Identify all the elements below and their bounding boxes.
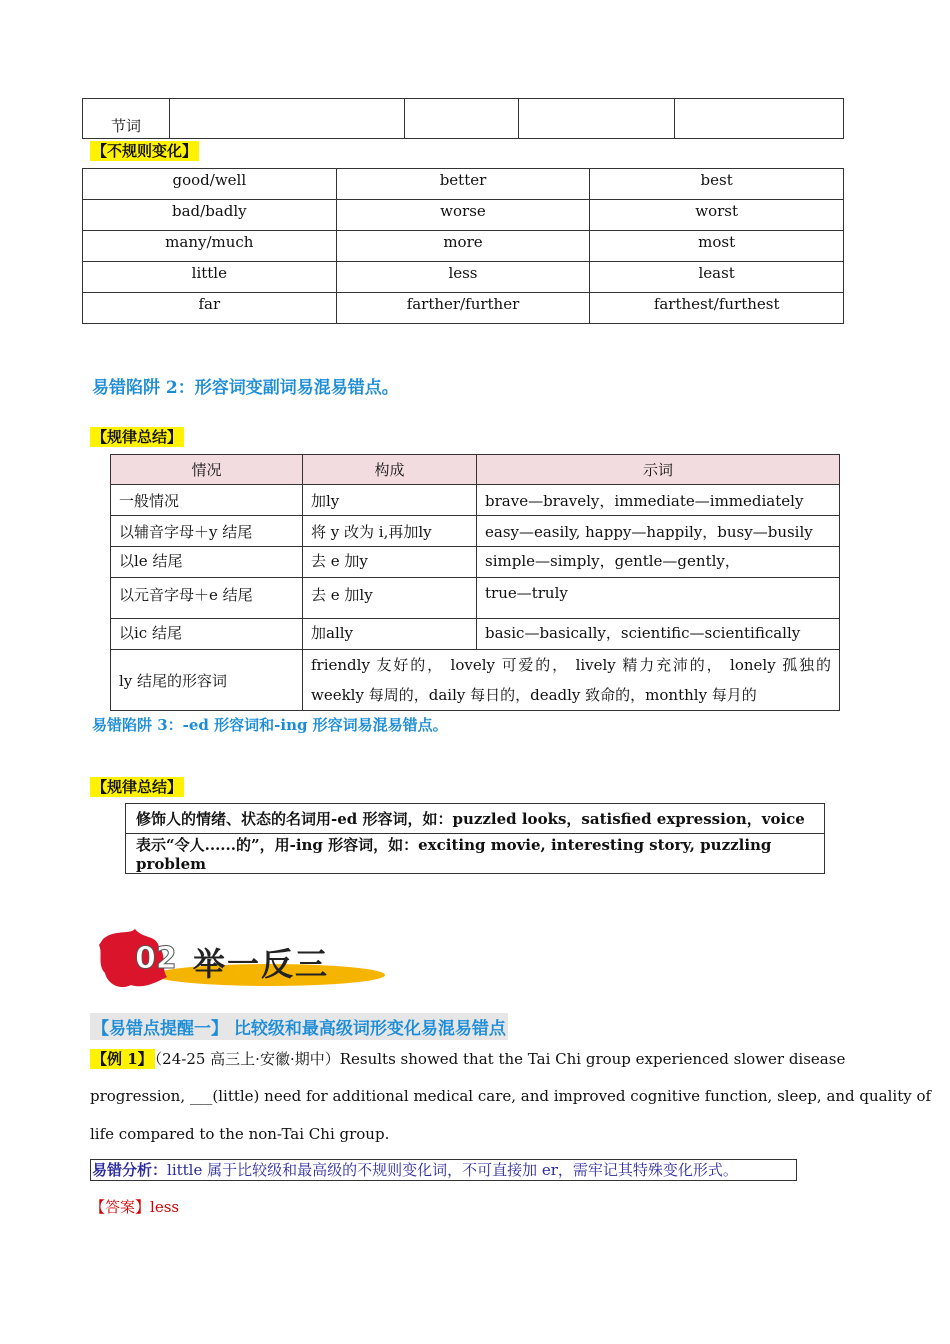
irregular-row	[83, 293, 844, 324]
top-table-cell	[170, 99, 405, 139]
ed-rule-row: 修饰人的情绪、状态的名词用-ed 形容词，如：puzzled looks，satisfied expression，voice	[126, 804, 825, 834]
answer-value: less	[150, 1198, 180, 1216]
rule-situation: ly 结尾的形容词	[111, 650, 303, 711]
rule-situation: 以ic 结尾	[111, 619, 303, 650]
top-partial-table	[82, 98, 844, 139]
rule-formation: 去 e 加y	[303, 547, 477, 578]
ed-ing-rule-table	[125, 803, 825, 874]
rule-examples: true—truly	[477, 578, 840, 619]
irregular-row	[83, 231, 844, 262]
comparative-cell: worse	[336, 200, 590, 231]
trap3-rule-heading: 【规律总结】	[92, 778, 183, 796]
analysis-text: little 属于比较级和最高级的不规则变化词，不可直接加 er，需牢记其特殊变化形式。	[167, 1161, 738, 1179]
comparative-cell: better	[336, 169, 590, 200]
example1-line1	[90, 1048, 845, 1069]
error-analysis-box	[90, 1159, 797, 1181]
base-form-cell: many/much	[83, 231, 337, 262]
trap3-title: 易错陷阱 3：-ed 形容词和-ing 形容词易混易错点。	[92, 716, 448, 734]
trap2-title: 易错陷阱 2：形容词变副词易混易错点。	[92, 378, 399, 398]
section-number: 02	[135, 941, 177, 976]
ing-rule-row: 表示“令人......的”，用-ing 形容词，如：exciting movie, interesting story, puzzling problem	[126, 834, 825, 874]
example1-label: 【例 1】	[92, 1050, 153, 1068]
rule-situation: 以辅音字母＋y 结尾	[111, 516, 303, 547]
reminder1-title: 【易错点提醒一】 比较级和最高级词形变化易混易错点	[90, 1013, 508, 1040]
rule-situation: 以le 结尾	[111, 547, 303, 578]
top-table-cell	[675, 99, 844, 139]
trap2-rule-heading: 【规律总结】	[92, 428, 183, 446]
example1-line2: progression, ___(little) need for additional medical care, and improved cognitive function, sleep, and quality of	[90, 1087, 932, 1105]
base-form-cell: little	[83, 262, 337, 293]
irregular-row	[83, 200, 844, 231]
rule-formation: 去 e 加ly	[303, 578, 477, 619]
base-form-cell: far	[83, 293, 337, 324]
header-situation: 情况	[111, 455, 303, 485]
rule-examples: basic—basically，scientific—scientifically	[477, 619, 840, 650]
example1-line3: life compared to the non-Tai Chi group.	[90, 1125, 390, 1143]
top-table-cell	[405, 99, 519, 139]
comparative-cell: less	[336, 262, 590, 293]
irregular-row	[83, 262, 844, 293]
ly-examples-line: friendly 友好的， lovely 可爱的， lively 精力充沛的， lonely 孤独的	[311, 656, 831, 674]
rule-formation: 加ally	[303, 619, 477, 650]
analysis-label: 易错分析：	[92, 1161, 168, 1179]
rule-examples: easy—easily, happy—happily，busy—busily	[477, 516, 840, 547]
rule-examples-ly	[303, 650, 840, 711]
base-form-cell: good/well	[83, 169, 337, 200]
base-form-cell: bad/badly	[83, 200, 337, 231]
rule-formation: 加ly	[303, 485, 477, 516]
top-table-cell	[519, 99, 675, 139]
irregular-row	[83, 169, 844, 200]
superlative-cell: farthest/furthest	[590, 293, 844, 324]
example1-source: （24-25 高三上·安徽·期中）	[154, 1050, 340, 1068]
rule-situation: 以元音字母＋e 结尾	[111, 578, 303, 619]
superlative-cell: most	[590, 231, 844, 262]
section-banner	[95, 925, 390, 993]
answer-label: 【答案】	[90, 1198, 151, 1216]
comparative-cell: more	[336, 231, 590, 262]
rule-examples: brave—bravely，immediate—immediately	[477, 485, 840, 516]
ly-examples-line: weekly 每周的，daily 每日的，deadly 致命的，monthly 每月的	[311, 686, 757, 704]
answer-line	[90, 1196, 179, 1217]
adverb-rule-table	[110, 454, 840, 711]
superlative-cell: worst	[590, 200, 844, 231]
rule-formation: 将 y 改为 i,再加ly	[303, 516, 477, 547]
irregular-heading: 【不规则变化】	[92, 142, 198, 160]
section-title: 举一反三	[193, 945, 330, 983]
superlative-cell: least	[590, 262, 844, 293]
superlative-cell: best	[590, 169, 844, 200]
rule-situation: 一般情况	[111, 485, 303, 516]
rule-examples: simple—simply，gentle—gently，	[477, 547, 840, 578]
example1-text: Results showed that the Tai Chi group experienced slower disease	[339, 1050, 846, 1068]
irregular-table	[82, 168, 844, 324]
top-table-cell: 节词	[83, 99, 170, 139]
header-examples: 示词	[477, 455, 840, 485]
comparative-cell: farther/further	[336, 293, 590, 324]
header-formation: 构成	[303, 455, 477, 485]
